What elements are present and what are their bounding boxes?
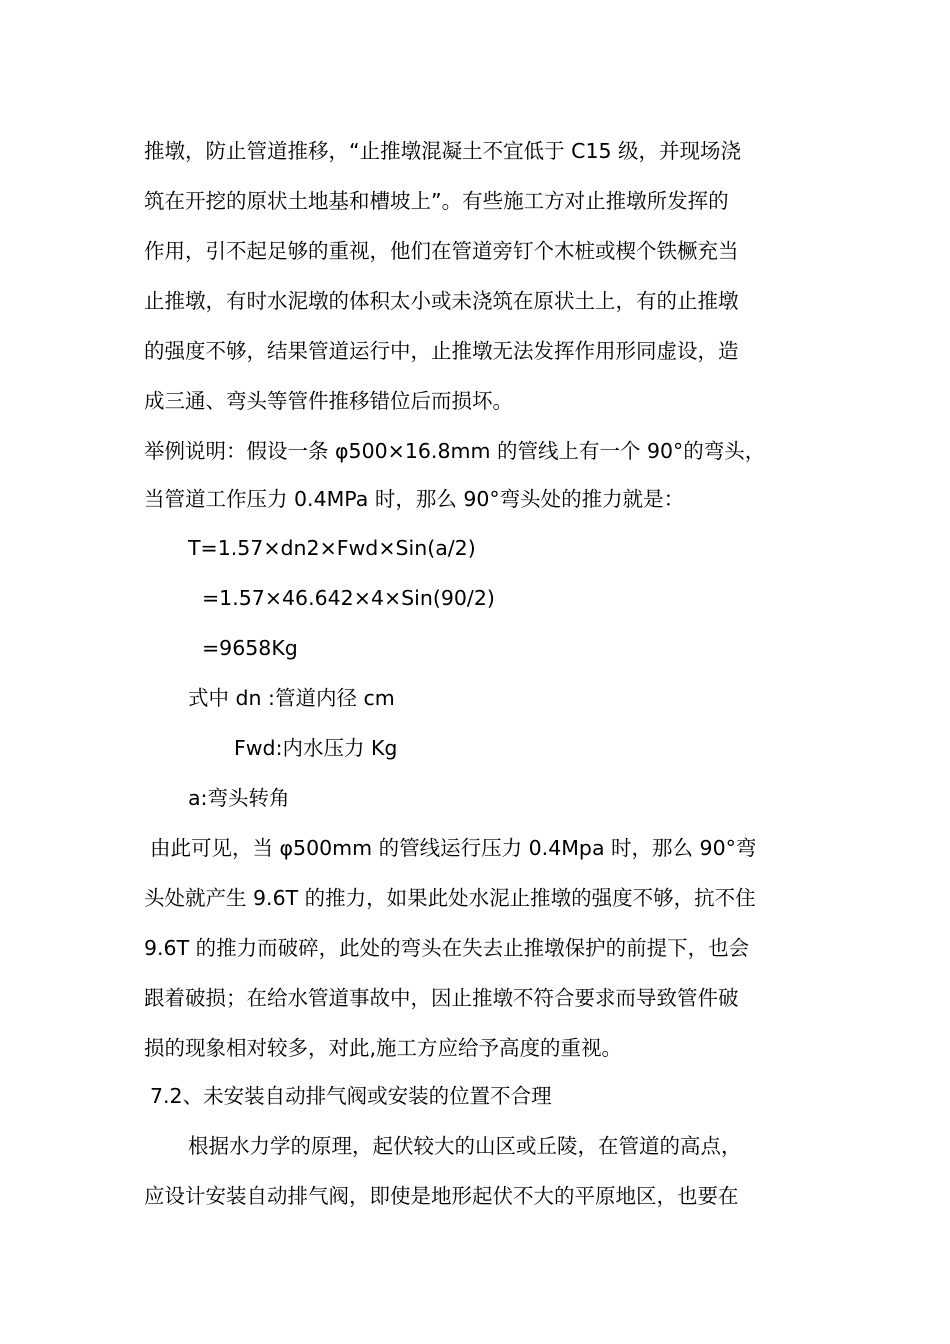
paragraph-line: 成三通、弯头等管件推移错位后而损坏。 (144, 389, 513, 413)
paragraph-line: 筑在开挖的原状土地基和槽坡上”。有些施工方对止推墩所发挥的 (144, 189, 729, 213)
formula-line: =1.57×46.642×4×Sin(90/2) (202, 586, 495, 610)
paragraph-line: 9.6T 的推力而破碎，此处的弯头在失去止推墩保护的前提下，也会 (144, 936, 750, 960)
paragraph-line: 头处就产生 9.6T 的推力，如果此处水泥止推墩的强度不够，抗不住 (144, 886, 756, 910)
paragraph-line: 举例说明：假设一条 φ500×16.8mm 的管线上有一个 90°的弯头， (144, 439, 766, 463)
paragraph-line: 根据水力学的原理，起伏较大的山区或丘陵，在管道的高点， (188, 1134, 742, 1158)
paragraph-line: 的强度不够，结果管道运行中，止推墩无法发挥作用形同虚设，造 (144, 339, 739, 363)
formula-line: T=1.57×dn2×Fwd×Sin(a/2) (188, 536, 476, 560)
formula-line: =9658Kg (202, 636, 298, 660)
paragraph-line: 跟着破损；在给水管道事故中，因止推墩不符合要求而导致管件破 (144, 986, 739, 1010)
paragraph-line: 应设计安装自动排气阀，即使是地形起伏不大的平原地区，也要在 (144, 1184, 739, 1208)
paragraph-line: 由此可见，当 φ500mm 的管线运行压力 0.4Mpa 时，那么 90°弯 (150, 836, 757, 860)
paragraph-line: 推墩，防止管道推移，“止推墩混凝土不宜低于 C15 级，并现场浇 (144, 139, 742, 163)
paragraph-line: 止推墩，有时水泥墩的体积太小或未浇筑在原状土上，有的止推墩 (144, 289, 739, 313)
paragraph-line: 当管道工作压力 0.4MPa 时，那么 90°弯头处的推力就是： (144, 487, 685, 511)
formula-legend-line: 式中 dn :管道内径 cm (188, 686, 395, 710)
formula-legend-line: Fwd:内水压力 Kg (234, 736, 398, 760)
formula-legend-line: a:弯头转角 (188, 786, 290, 810)
paragraph-line: 损的现象相对较多，对此,施工方应给予高度的重视。 (144, 1036, 623, 1060)
section-heading: 7.2、未安装自动排气阀或安装的位置不合理 (150, 1084, 552, 1108)
paragraph-line: 作用，引不起足够的重视，他们在管道旁钉个木桩或楔个铁橛充当 (144, 239, 739, 263)
